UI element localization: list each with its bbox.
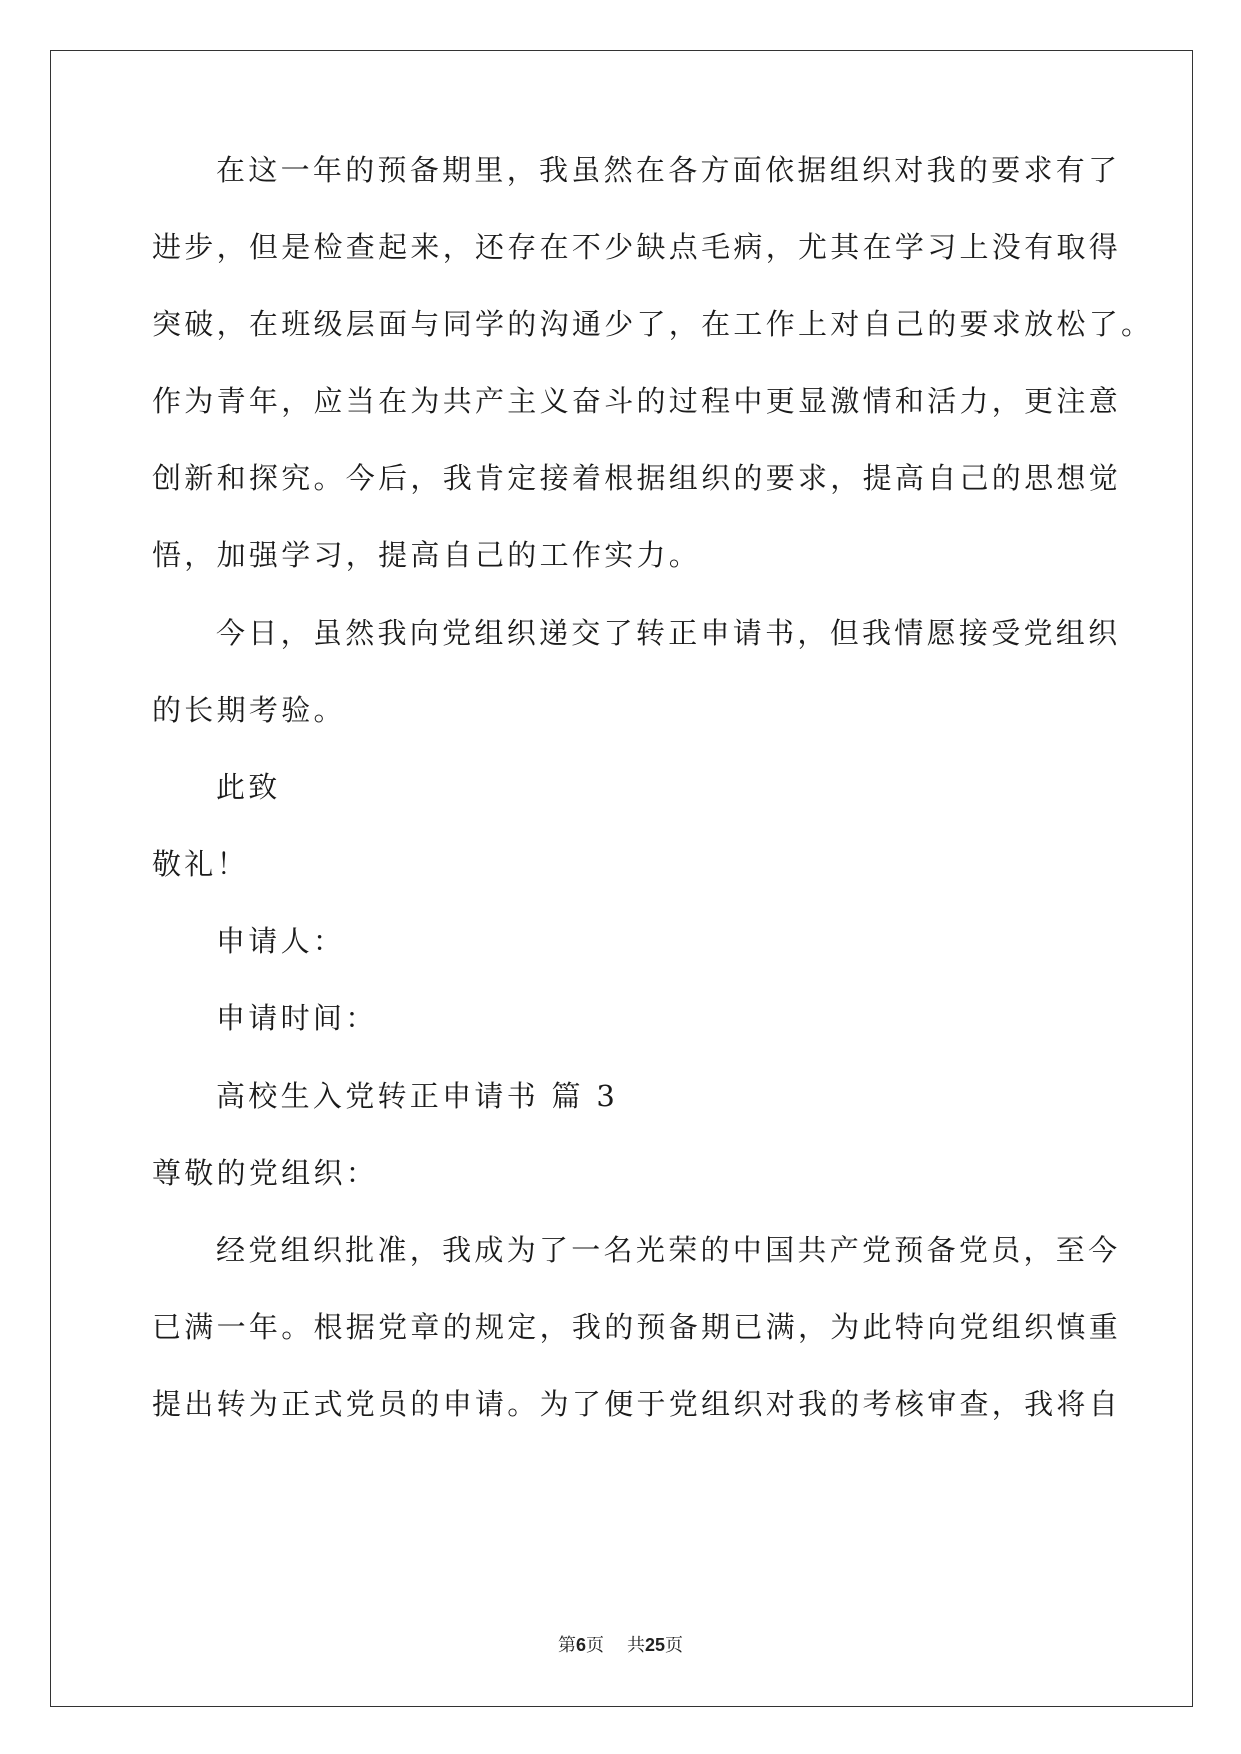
section-heading: 高校生入党转正申请书 篇 3 <box>216 1079 619 1113</box>
paragraph-line: 的长期考验。 <box>152 693 346 727</box>
paragraph-line: 提出转为正式党员的申请。为了便于党组织对我的考核审查，我将自 <box>152 1387 1122 1421</box>
greeting-line: 尊敬的党组织： <box>152 1156 379 1190</box>
footer-page-number: 6 <box>576 1635 587 1655</box>
paragraph-line: 今日，虽然我向党组织递交了转正申请书，但我情愿接受党组织 <box>216 616 1121 650</box>
footer-total-pages: 25 <box>644 1635 665 1655</box>
paragraph-line: 进步，但是检查起来，还存在不少缺点毛病，尤其在学习上没有取得 <box>152 230 1122 264</box>
footer-page-suffix: 页 <box>586 1635 605 1656</box>
footer-total-suffix: 页 <box>664 1635 683 1656</box>
paragraph-line: 作为青年，应当在为共产主义奋斗的过程中更显激情和活力，更注意 <box>152 384 1122 418</box>
closing-line: 此致 <box>216 770 281 804</box>
application-date-label: 申请时间： <box>216 1001 378 1035</box>
paragraph-line: 已满一年。根据党章的规定，我的预备期已满，为此特向党组织慎重 <box>152 1310 1122 1344</box>
page-footer <box>0 1633 1241 1658</box>
paragraph-line: 在这一年的预备期里，我虽然在各方面依据组织对我的要求有了 <box>216 153 1121 187</box>
paragraph-line: 经党组织批准，我成为了一名光荣的中国共产党预备党员，至今 <box>216 1233 1121 1267</box>
footer-prefix: 第 <box>558 1635 577 1656</box>
paragraph-line: 突破，在班级层面与同学的沟通少了，在工作上对自己的要求放松了。 <box>152 307 1154 341</box>
salutation-line: 敬礼！ <box>152 847 249 881</box>
applicant-label: 申请人： <box>216 924 346 958</box>
paragraph-line: 悟，加强学习，提高自己的工作实力。 <box>152 538 702 572</box>
paragraph-line: 创新和探究。今后，我肯定接着根据组织的要求，提高自己的思想觉 <box>152 461 1122 495</box>
footer-total-prefix: 共 <box>626 1635 645 1656</box>
